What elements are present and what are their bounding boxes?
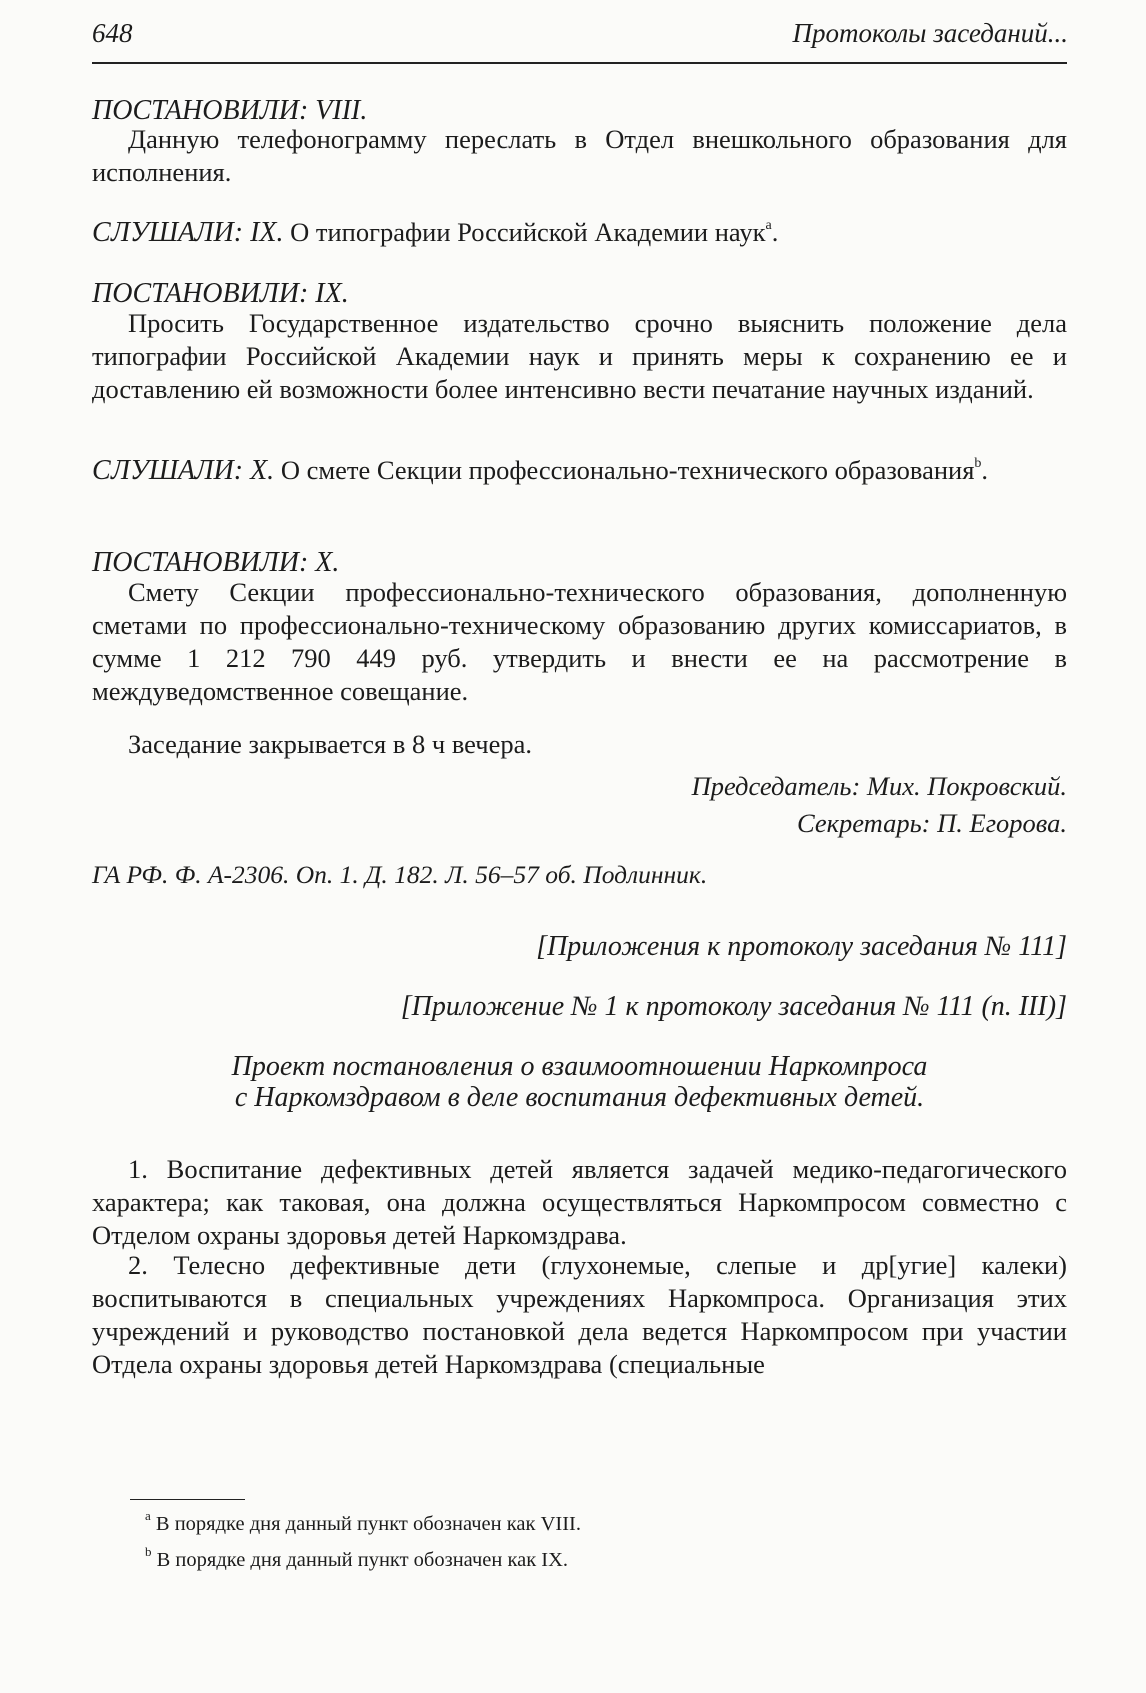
heard-10-heading: СЛУШАЛИ: X. bbox=[92, 455, 275, 486]
resolved-9-text: Просить Государственное издательство срочно выяснить положение дела типографии Российской Академии наук и принять меры к сохранению ее и доставлению ей возможности более интенсивно вести печатание научных изданий. bbox=[92, 308, 1067, 404]
footnote-ref-b: b bbox=[974, 456, 982, 472]
draft-title-line1: Проект постановления о взаимоотношении Наркомпроса bbox=[231, 1051, 928, 1082]
draft-title-line2: с Наркомздравом в деле воспитания дефективных детей. bbox=[234, 1082, 925, 1113]
draft-item-2: 2. Телесно дефективные дети (глухонемые, слепые и др[угие] калеки) воспитываются в специальных учреждениях Наркомпроса. Организация этих учреждений и руководство постановкой дела ведется Наркомпросом при участии Отдела охраны здоровья детей Наркомздрава (специальные bbox=[92, 1250, 1067, 1379]
footnote-b bbox=[145, 1545, 568, 1575]
heard-10-end: . bbox=[981, 455, 989, 485]
heard-9-paragraph bbox=[92, 216, 1067, 249]
heard-10-paragraph bbox=[92, 454, 1067, 487]
archive-source: ГА РФ. Ф. А-2306. Оп. 1. Д. 182. Л. 56–57 об. Подлинник. bbox=[92, 860, 708, 889]
resolved-10-text: Смету Секции профессионально-технического образования, дополненную сметами по профессионально-техническому образованию других комиссариатов, в сумме 1 212 790 449 руб. утвердить и внести ее на рассмотрение в междуведомственное совещание. bbox=[92, 577, 1067, 706]
footnote-mark-b: b bbox=[145, 1544, 152, 1560]
draft-item-1: 1. Воспитание дефективных детей является задачей медико-педагогического характера; как таковая, она должна осуществляться Наркомпросом совместно с Отделом охраны здоровья детей Наркомздрава. bbox=[92, 1154, 1067, 1250]
page-number: 648 bbox=[92, 18, 133, 48]
chairman-signature: Председатель: Мих. Покровский. bbox=[691, 771, 1067, 801]
heard-9-heading: СЛУШАЛИ: IX. bbox=[92, 217, 284, 248]
appendices-title: [Приложения к протоколу заседания № 111] bbox=[536, 931, 1067, 962]
footnote-rule bbox=[130, 1499, 245, 1500]
heard-9-text: О типографии Российской Академии наук bbox=[290, 217, 766, 247]
header-rule bbox=[92, 62, 1067, 64]
footnote-mark-a: a bbox=[145, 1508, 151, 1524]
appendix-1-title: [Приложение № 1 к протоколу заседания № 111 (п. III)] bbox=[400, 991, 1067, 1022]
secretary-signature: Секретарь: П. Егорова. bbox=[796, 808, 1067, 838]
resolved-8-heading: ПОСТАНОВИЛИ: VIII. bbox=[92, 95, 368, 126]
footnote-text-b: В порядке дня данный пункт обозначен как IX. bbox=[156, 1549, 569, 1571]
resolved-10-heading: ПОСТАНОВИЛИ: X. bbox=[92, 547, 340, 578]
footnote-ref-a: a bbox=[765, 218, 772, 234]
footnote-text-a: В порядке дня данный пункт обозначен как VIII. bbox=[155, 1513, 581, 1535]
closing-line: Заседание закрывается в 8 ч вечера. bbox=[128, 729, 533, 759]
resolved-9-heading: ПОСТАНОВИЛИ: IX. bbox=[92, 278, 349, 309]
running-title: Протоколы заседаний... bbox=[792, 18, 1068, 48]
footnote-a bbox=[145, 1509, 581, 1539]
heard-10-text: О смете Секции профессионально-технического образования bbox=[280, 455, 975, 485]
resolved-8-text: Данную телефонограмму переслать в Отдел внешкольного образования для исполнения. bbox=[92, 124, 1067, 187]
heard-9-end: . bbox=[771, 217, 779, 247]
